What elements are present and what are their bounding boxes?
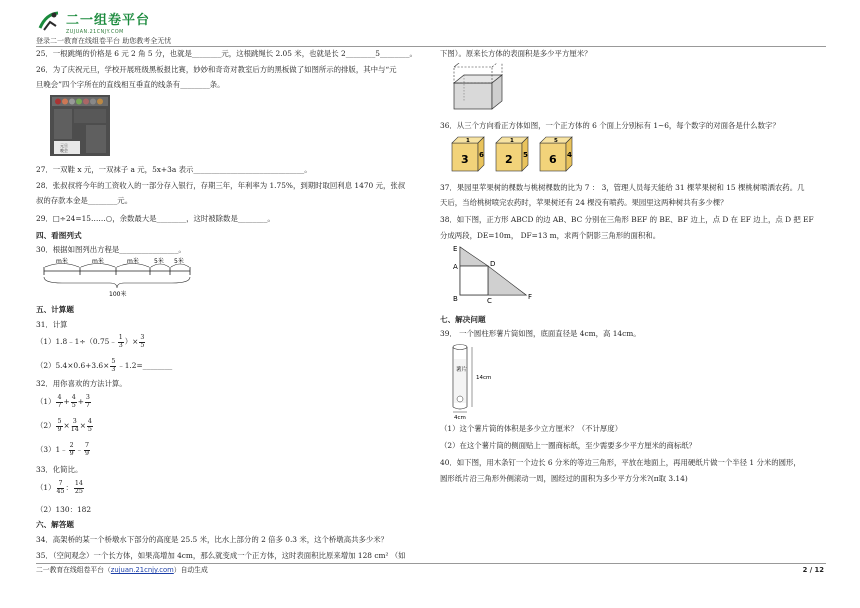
section-7-title: 七、解决问题 xyxy=(440,315,486,324)
q31-1-text-a: （1）1.8﹣1÷（0.75﹣ xyxy=(36,337,117,347)
segment-total-label: 100米 xyxy=(109,291,127,298)
square-in-triangle-figure xyxy=(452,243,548,305)
question-26-line1: 26．为了庆祝元旦，学校开展班级黑板报比赛，妙妙和奇奇对教室后方的黑板做了如图所示的排版，其中与“元 xyxy=(36,65,397,74)
fraction: $\frac{3}{5}$ xyxy=(140,334,145,349)
question-38-line2: 分成两段，DE=10m， DF=13 m，求两个阴影三角形的面积和。 xyxy=(440,231,661,240)
page-header xyxy=(36,8,826,45)
question-27: 27．一双鞋 x 元，一双袜子 a 元，5x+3a 表示______________________________。 xyxy=(36,165,312,174)
logo-text: 二一组卷平台 xyxy=(66,12,151,28)
question-34: 34．高架桥的某一个桥墩水下部分的高度是 25.5 米，比水上部分的 2 倍多 0.3 米，这个桥墩高共多少米？ xyxy=(36,535,389,544)
fraction: $\frac{1}{3}$ xyxy=(118,334,123,349)
cube-3-top: 5 xyxy=(554,138,558,144)
cube-1-front: 3 xyxy=(461,153,469,166)
can-diameter-label: 4cm xyxy=(454,415,466,421)
can-height-label: 14cm xyxy=(476,375,492,381)
q31-1-text-b: ）× xyxy=(124,337,139,347)
question-33: 33．化简比。 xyxy=(36,465,83,474)
section-5-title: 五、计算题 xyxy=(36,305,74,314)
cube-1-top: 1 xyxy=(466,138,470,144)
question-25: 25．一根跳绳的价格是 6 元 2 角 5 分，也就是________元，这根跳绳长 2.05 米，也就是长 2________5________。 xyxy=(36,49,417,58)
footer-text-post: ）自动生成 xyxy=(173,566,208,574)
question-33-part2: （2）130：182 xyxy=(36,505,92,514)
question-31-part1 xyxy=(36,335,146,349)
cube-view-2 xyxy=(496,137,528,171)
footer-site-link[interactable]: zujuan.21cnjy.com xyxy=(110,566,174,574)
question-28-line2: 叔的存款本金是________元。 xyxy=(36,196,133,205)
question-39-part1: （1）这个薯片筒的体积是多少立方厘米？（不计厚度） xyxy=(440,424,623,433)
point-C-label: C xyxy=(487,297,492,305)
footer-source xyxy=(36,566,208,574)
board-caption-1: 元旦 xyxy=(60,143,68,148)
cube-view-1 xyxy=(452,137,484,171)
question-36: 36．从三个方向看正方体如图，一个正方体的 6 个面上分别标有 1~6，每个数字的对面各是什么数字？ xyxy=(440,121,780,130)
segment-label-1: m米 xyxy=(56,258,68,265)
logo xyxy=(36,10,150,32)
footer-text-pre: 二一教育在线组卷平台（ xyxy=(36,566,111,574)
question-31-part2 xyxy=(36,359,172,373)
question-28-line1: 28．张叔叔将今年的工资收入的一部分存入银行，存期三年，年利率为 1.75%，到期时取回利息 1470 元，张叔 xyxy=(36,181,406,190)
point-A-label: A xyxy=(453,263,458,271)
can-label-text: 薯片 xyxy=(456,367,468,373)
logo-url: ZUJUAN.21CNJY.COM xyxy=(66,30,124,35)
section-4-title: 四、看图列式 xyxy=(36,231,82,240)
cube-2-top: 1 xyxy=(510,138,514,144)
q31-2-text-b: ﹣1.2=________ xyxy=(117,361,173,371)
question-30: 30．根据如图列出方程是________________。 xyxy=(36,245,186,254)
question-32-part1: （1） $\frac{4}{7}$ + $\frac{4}{5}$ + $\frac{3}{7}$ xyxy=(36,394,90,409)
point-D-label: D xyxy=(490,260,496,268)
cuboid-figure xyxy=(452,63,504,113)
question-31: 31．计算 xyxy=(36,320,68,329)
segment-label-3: m米 xyxy=(127,258,139,265)
segment-label-4: 5米 xyxy=(154,258,164,265)
question-40-line2: 圆形纸片沿三角形外侧滚动一周，圆经过的面积为多少平方分米?(π取 3.14) xyxy=(440,474,688,483)
question-37-line2: 天后，当给桃树喷完农药时，苹果树还有 24 棵没有喷药。果园里这两种树共有多少棵？ xyxy=(440,198,728,207)
question-29: 29．□÷24=15……○，余数最大是________，这时被除数是________。 xyxy=(36,214,275,223)
question-33-part1: （1） $\frac{7}{45}$ ： $\frac{14}{25}$ xyxy=(36,480,83,495)
point-B-label: B xyxy=(453,295,458,303)
header-divider xyxy=(36,46,826,47)
header-tagline: 登录二一教育在线组卷平台 助您教考全无忧 xyxy=(36,37,172,45)
segment-label-5: 5米 xyxy=(174,258,184,265)
question-32-part2: （2） $\frac{5}{9}$ × $\frac{3}{14}$ × $\frac{4}{5}$ xyxy=(36,418,92,433)
cube-2-front: 2 xyxy=(505,153,513,166)
section-6-title: 六、解答题 xyxy=(36,520,74,529)
question-38-line1: 38．如下图，正方形 ABCD 的边 AB、BC 分别在三角形 BEF 的 BE、BF 边上，点 D 在 EF 边上，点 D 把 EF xyxy=(440,215,814,224)
cube-3-front: 6 xyxy=(549,153,557,166)
question-35-continued: 下图）。原来长方体的表面积是多少平方厘米？ xyxy=(440,49,592,58)
cube-3-side: 4 xyxy=(567,151,572,159)
question-40-line1: 40．如下图，用木条钉一个边长 6 分米的等边三角形，平放在地面上，再用硬纸片做一个半径 1 分米的圆形， xyxy=(440,458,801,467)
dice-views xyxy=(450,135,576,175)
cube-2-side: 5 xyxy=(523,151,528,159)
chip-can-figure xyxy=(446,341,506,421)
cube-view-3 xyxy=(540,137,572,171)
runner-logo-icon xyxy=(36,10,62,32)
q31-2-text-a: （2）5.4×0.6+3.6× xyxy=(36,361,110,371)
fraction: $\frac{5}{3}$ xyxy=(111,358,116,373)
point-E-label: E xyxy=(453,245,458,253)
cube-1-side: 6 xyxy=(479,151,484,159)
question-39: 39． 一个圆柱形薯片筒如图，底面直径是 4cm，高 14cm。 xyxy=(440,329,641,338)
board-caption-2: 晚会 xyxy=(60,148,68,153)
point-F-label: F xyxy=(528,293,533,301)
page-number: 2 / 12 xyxy=(802,566,824,574)
segment-label-2: m米 xyxy=(92,258,104,265)
segment-diagram xyxy=(42,257,202,299)
question-32-part3: （3）1﹣ $\frac{2}{9}$ ﹣ $\frac{7}{9}$ xyxy=(36,442,90,457)
footer-divider xyxy=(36,563,826,564)
question-32: 32．用你喜欢的方法计算。 xyxy=(36,379,127,388)
question-26-line2: 旦晚会”四个字所在的直线相互垂直的线条有________条。 xyxy=(36,80,225,89)
question-37-line1: 37．果园里苹果树的棵数与桃树棵数的比为 7 ： 3，管理人员每天能给 31 棵苹果树和 15 棵桃树喷洒农药。几 xyxy=(440,183,805,192)
blackboard-layout-image xyxy=(50,95,110,156)
question-39-part2: （2）在这个薯片筒的侧面贴上一圈商标纸，至少需要多少平方厘米的商标纸？ xyxy=(440,441,696,450)
question-35: 35．（空间观念）一个长方体，如果高增加 4cm，那么就变成一个正方体，这时表面积比原来增加 128 cm² （如 xyxy=(36,551,406,560)
